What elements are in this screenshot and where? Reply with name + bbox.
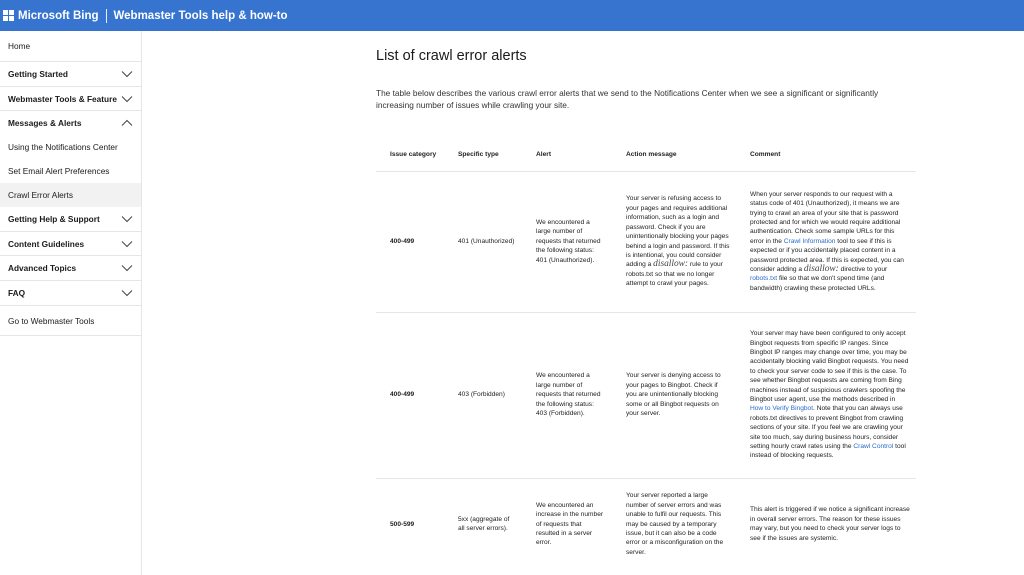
specific-type-cell: 5xx (aggregate of all server errors). xyxy=(444,478,522,570)
site-title[interactable]: Webmaster Tools help & how-to xyxy=(113,9,288,22)
action-text: rule to your robots.txt so that we no longer attempt to crawl your pages. xyxy=(626,261,723,288)
sidebar-item-label: FAQ xyxy=(8,288,26,298)
sidebar-item-email-alert-preferences[interactable] xyxy=(0,159,141,183)
sidebar-item-faq[interactable] xyxy=(0,281,141,306)
sidebar-item-label: Crawl Error Alerts xyxy=(8,190,74,200)
crawl-information-link[interactable]: Crawl Information xyxy=(783,237,836,245)
sidebar-item-webmaster-tools-feature[interactable] xyxy=(0,87,141,111)
issue-category-cell: 500-599 xyxy=(376,478,444,570)
sidebar-item-getting-started[interactable] xyxy=(0,62,141,87)
disallow-code: disallow: xyxy=(653,259,689,270)
sidebar-item-notifications-center[interactable] xyxy=(0,135,141,159)
sidebar-item-label: Getting Help & Support xyxy=(8,214,100,224)
robots-txt-link[interactable]: robots.txt xyxy=(750,275,778,283)
page-title: List of crawl error alerts xyxy=(376,48,527,64)
chevron-down-icon xyxy=(121,264,133,272)
comment-text: tool instead of blocking requests. xyxy=(750,443,906,460)
microsoft-bing-logo[interactable] xyxy=(3,10,99,22)
sidebar-item-messages-alerts[interactable] xyxy=(0,111,141,135)
comment-text: Your server may have been configured to only accept Bingbot requests from specific IP ranges. Since Bingbot IP ranges may change over time, you may be accidentally blocking valid Bingbot requests. You need to check your server code to see if this is the case. To see whether Bingbot requests are coming from Bing machines instead of suspicious crawlers spoofing the Bingbot user agent, use the methods described in xyxy=(750,330,909,403)
sidebar-item-label: Home xyxy=(8,41,31,51)
sidebar-item-label: Getting Started xyxy=(8,69,68,79)
table-row xyxy=(376,171,916,312)
main-content xyxy=(142,31,1024,575)
sidebar-item-go-to-webmaster-tools[interactable] xyxy=(0,306,141,336)
chevron-down-icon xyxy=(121,289,133,297)
comment-text: file so that we don't spend time (and bandwidth) crawling these protected URLs. xyxy=(750,275,885,292)
comment-text: . Note that you can always use robots.txt directives to prevent Bingbot from crawling sections of your site. If you feel we are crawling your site too much, say during business hours, consider setting hourly crawl rates using the xyxy=(750,405,904,451)
sidebar-item-label: Using the Notifications Center xyxy=(8,142,118,152)
specific-type-cell: 401 (Unauthorized) xyxy=(444,171,522,312)
crawl-error-alerts-table xyxy=(376,139,916,570)
comment-text: directive to your xyxy=(840,266,888,274)
specific-type-cell: 403 (Forbidden) xyxy=(444,312,522,478)
table-row xyxy=(376,478,916,570)
sidebar-item-crawl-error-alerts[interactable] xyxy=(0,183,141,207)
sidebar-item-home[interactable] xyxy=(0,31,141,62)
table-header-row xyxy=(376,139,916,171)
table-row xyxy=(376,312,916,478)
sidebar-item-label: Advanced Topics xyxy=(8,263,77,273)
sidebar-item-label: Content Guidelines xyxy=(8,238,85,249)
issue-category-cell: 400-499 xyxy=(376,171,444,312)
chevron-down-icon xyxy=(121,240,133,248)
sidebar-item-label: Messages & Alerts xyxy=(8,118,82,128)
top-bar xyxy=(0,0,1024,31)
crawl-control-link[interactable]: Crawl Control xyxy=(853,443,894,451)
action-message-cell: Your server reported a large number of server errors and was unable to fulfil our requests. This may be caused by a temporary issue, but it can also be a code error or a misconfiguration on the server. xyxy=(612,478,736,570)
chevron-down-icon xyxy=(121,215,133,223)
alert-cell: We encountered a large number of requests that returned the following status: 401 (Unauthorized). xyxy=(522,171,612,312)
brand-name: Microsoft Bing xyxy=(18,9,99,22)
action-text: Your server is refusing access to your pages and requires additional information, such as a login and password. Check if you are unintentionally blocking your pages behind a login and password. If this is intentional, you could consider adding a xyxy=(626,195,730,269)
action-message-cell: Your server is denying access to your pages to Bingbot. Check if you are unintentionally blocking some or all Bingbot requests on your server. xyxy=(612,312,736,478)
header-divider xyxy=(106,9,107,23)
chevron-down-icon xyxy=(121,70,133,78)
column-header-alert: Alert xyxy=(536,151,552,159)
sidebar-nav xyxy=(0,31,142,575)
column-header-specific-type: Specific type xyxy=(458,151,499,159)
verify-bingbot-link[interactable]: How to Verify Bingbot xyxy=(750,405,814,413)
comment-cell xyxy=(736,312,916,478)
issue-category-cell: 400-499 xyxy=(376,312,444,478)
sidebar-item-label: Set Email Alert Preferences xyxy=(8,166,110,176)
comment-cell: This alert is triggered if we notice a significant increase in overall server errors. The reason for these issues may vary, but you need to check your server logs to see if the issues are systemic. xyxy=(736,478,916,570)
comment-text: tool to see if this is expected or if you accidentally placed content in a password protected area. If this is expected, you can consider adding a xyxy=(750,237,904,274)
sidebar-item-label: Go to Webmaster Tools xyxy=(8,315,95,326)
comment-cell xyxy=(736,171,916,312)
chevron-up-icon xyxy=(121,119,133,127)
alert-cell: We encountered a large number of requests that returned the following status: 403 (Forbidden). xyxy=(522,312,612,478)
sidebar-item-label: Webmaster Tools & Feature xyxy=(8,93,117,104)
disallow-code: disallow: xyxy=(803,264,839,275)
sidebar-item-advanced-topics[interactable] xyxy=(0,256,141,281)
chevron-down-icon xyxy=(121,95,133,103)
intro-paragraph: The table below describes the various crawl error alerts that we send to the Notifications Center when we see a significant or significantly increasing number of issues while crawling your site. xyxy=(376,88,879,110)
alert-cell: We encountered an increase in the number of requests that resulted in a server error. xyxy=(522,478,612,570)
comment-text: When your server responds to our request with a status code of 401 (Unauthorized), it means we are trying to crawl an area of your site that is password protected and for which we would require additional authentication. Check some sample URLs for this error in the xyxy=(750,190,901,245)
column-header-issue-category: Issue category xyxy=(390,151,437,159)
column-header-action-message: Action message xyxy=(626,151,677,159)
column-header-comment: Comment xyxy=(750,151,781,159)
sidebar-item-help-support[interactable] xyxy=(0,207,141,232)
windows-logo-icon xyxy=(3,10,14,21)
sidebar-item-content-guidelines[interactable] xyxy=(0,232,141,256)
action-message-cell xyxy=(612,171,736,312)
